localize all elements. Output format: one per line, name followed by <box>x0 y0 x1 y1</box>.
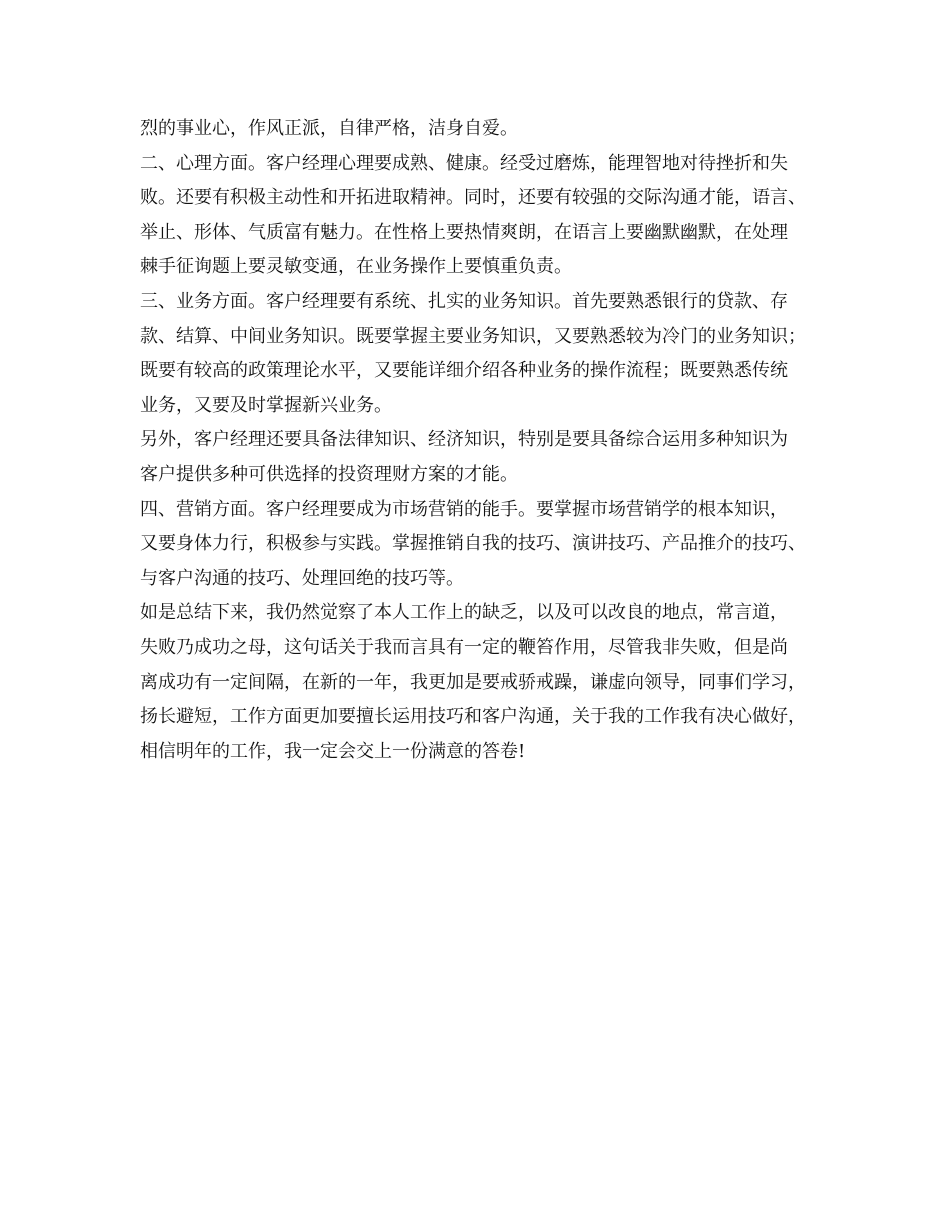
text-line-1: 烈的事业心，作风正派，自律严格，洁身自爱。 <box>140 118 518 139</box>
text-line-15: 如是总结下来，我仍然觉察了本人工作上的缺乏，以及可以改良的地点，常言道， <box>140 602 788 624</box>
text-line-8: 既要有较高的政策理论水平，又要能详细介绍各种业务的操作流程；既要熟悉传统 <box>140 360 788 382</box>
text-line-16: 失败乃成功之母，这句话关于我而言具有一定的鞭笞作用，尽管我非失败，但是尚 <box>140 636 788 658</box>
text-line-6: 三、业务方面。客户经理要有系统、扎实的业务知识。首先要熟悉银行的贷款、存 <box>140 290 788 312</box>
text-line-5: 棘手征询题上要灵敏变通，在业务操作上要慎重负责。 <box>140 256 572 278</box>
text-line-2: 二、心理方面。客户经理心理要成熟、健康。经受过磨炼，能理智地对待挫折和失 <box>140 152 788 174</box>
document-body <box>140 112 840 769</box>
text-line-7: 款、结算、中间业务知识。既要掌握主要业务知识，又要熟悉较为冷门的业务知识； <box>140 325 806 347</box>
text-line-18: 扬长避短，工作方面更加要擅长运用技巧和客户沟通，关于我的工作我有决心做好， <box>140 706 806 728</box>
text-line-11: 客户提供多种可供选择的投资理财方案的才能。 <box>140 463 518 485</box>
text-line-9: 业务，又要及时掌握新兴业务。 <box>140 394 392 416</box>
text-line-14: 与客户沟通的技巧、处理回绝的技巧等。 <box>140 567 464 589</box>
text-line-12: 四、营销方面。客户经理要成为市场营销的能手。要掌握市场营销学的根本知识， <box>140 498 788 520</box>
text-line-3: 败。还要有积极主动性和开拓进取精神。同时，还要有较强的交际沟通才能，语言、 <box>140 187 806 209</box>
text-line-13: 又要身体力行，积极参与实践。掌握推销自我的技巧、演讲技巧、产品推介的技巧、 <box>140 533 806 555</box>
text-line-10: 另外，客户经理还要具备法律知识、经济知识，特别是要具备综合运用多种知识为 <box>140 429 788 451</box>
text-line-19: 相信明年的工作，我一定会交上一份满意的答卷! <box>140 740 526 762</box>
text-line-17: 离成功有一定间隔，在新的一年，我更加是要戒骄戒躁，谦虚向领导，同事们学习， <box>140 671 806 693</box>
text-line-4: 举止、形体、气质富有魅力。在性格上要热情爽朗，在语言上要幽默幽默，在处理 <box>140 221 788 243</box>
